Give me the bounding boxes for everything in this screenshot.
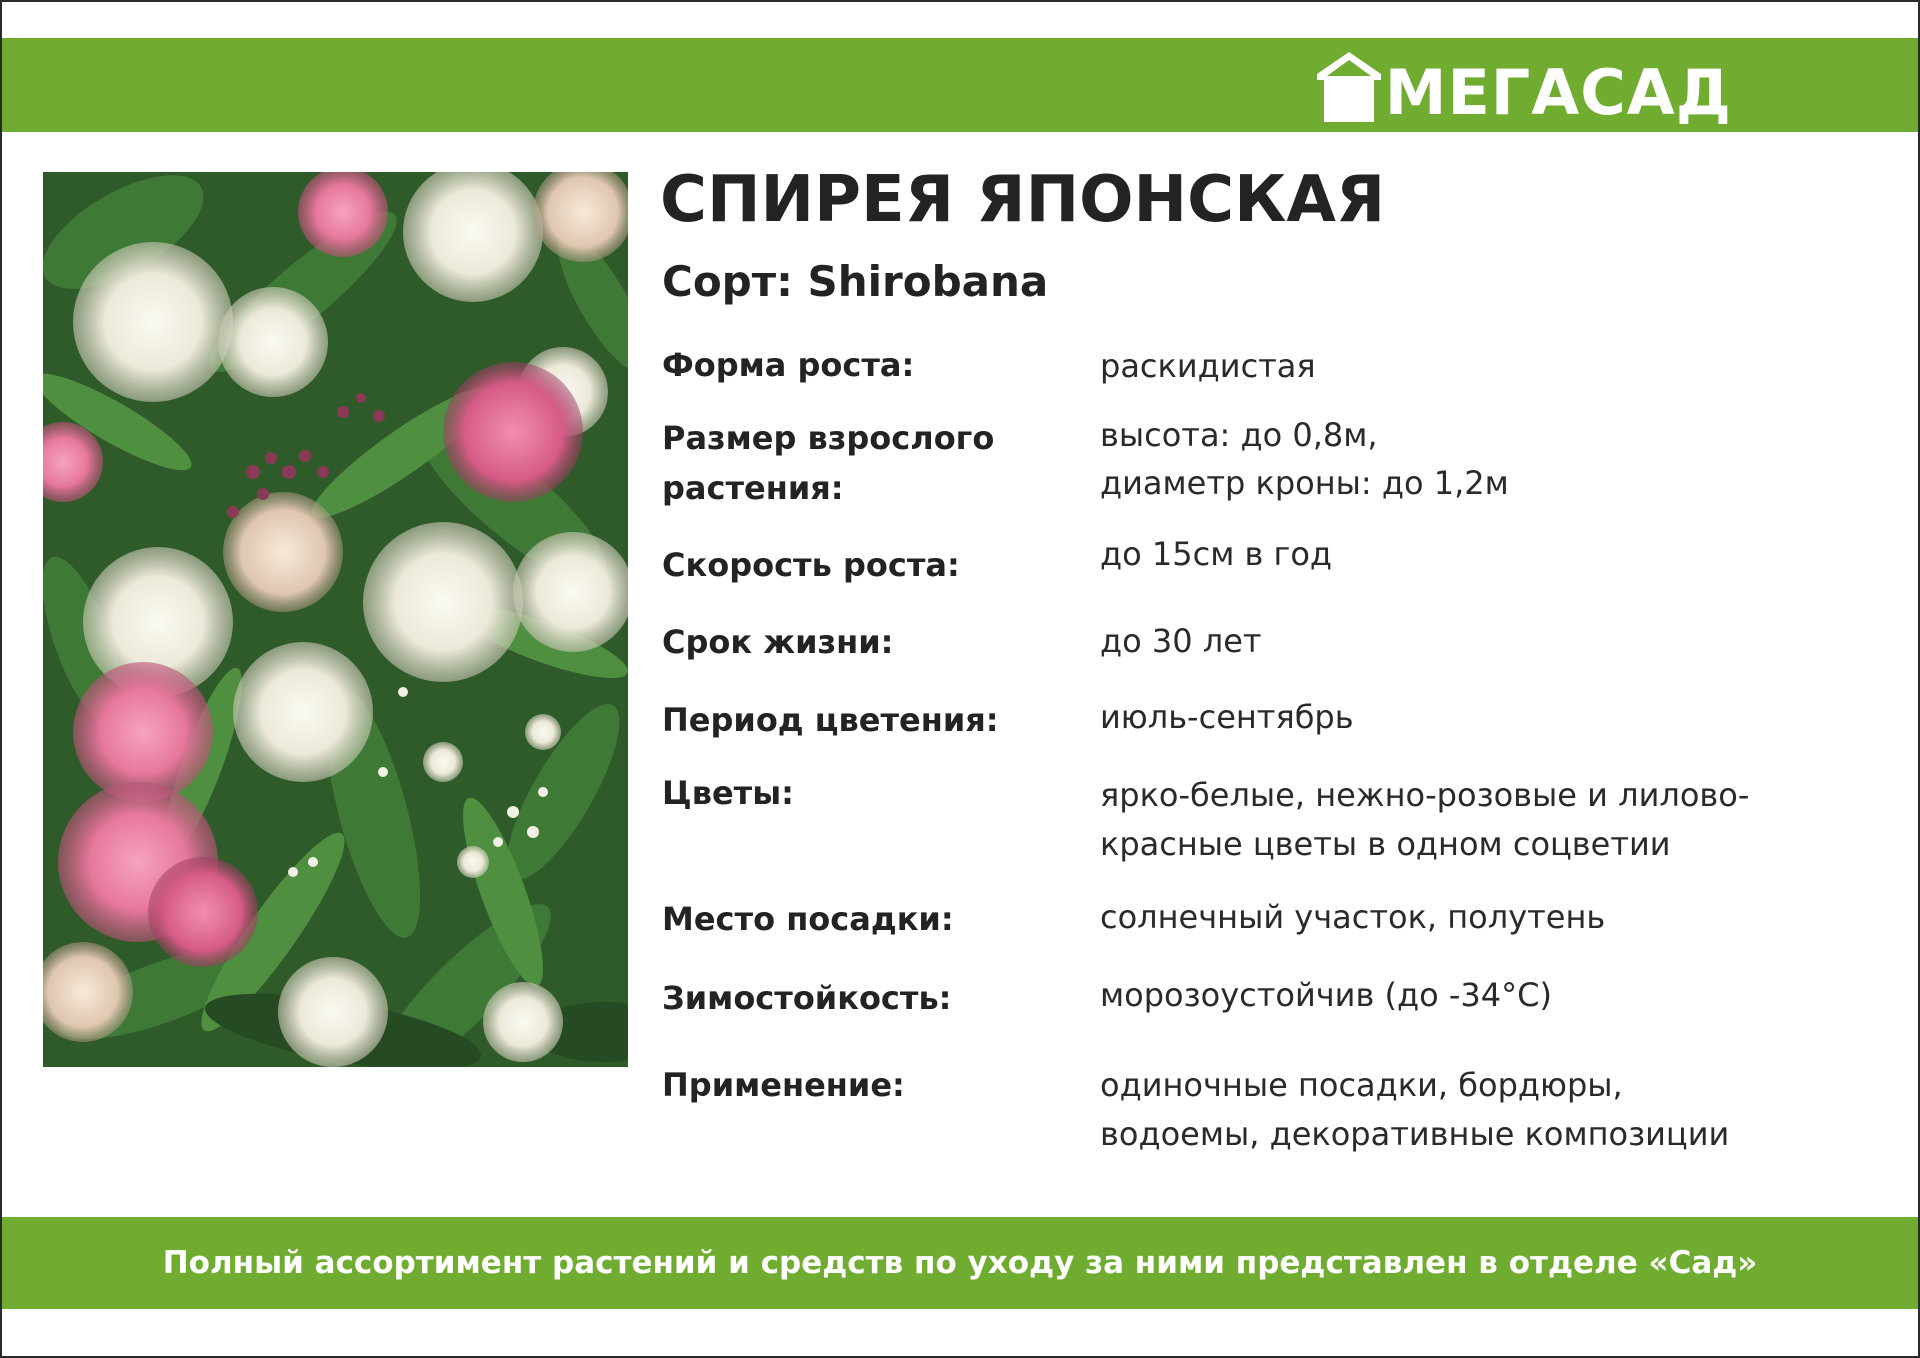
property-value-flowers: ярко-белые, нежно-розовые и лилово- (1100, 776, 1750, 814)
property-value-size: высота: до 0,8м, (1100, 416, 1378, 454)
property-label-growth-rate: Скорость роста: (662, 546, 960, 584)
house-icon (1315, 50, 1383, 124)
property-value-flowers-line2: красные цветы в одном соцветии (1100, 825, 1671, 863)
plant-variety: Сорт: Shirobana (662, 257, 1049, 306)
property-label-size: Размер взрослого (662, 419, 995, 457)
plant-title: СПИРЕЯ ЯПОНСКАЯ (660, 163, 1386, 237)
property-label-flowers: Цветы: (662, 774, 794, 812)
property-value-growth-rate: до 15см в год (1100, 535, 1333, 573)
property-label-size-line2: растения: (662, 469, 844, 507)
property-label-hardiness: Зимостойкость: (662, 979, 952, 1017)
property-value-hardiness: морозоустойчив (до -34°C) (1100, 976, 1552, 1014)
property-value-growth-form: раскидистая (1100, 347, 1316, 385)
property-label-growth-form: Форма роста: (662, 346, 915, 384)
property-label-lifespan: Срок жизни: (662, 623, 894, 661)
footer-band (2, 1217, 1918, 1309)
property-label-usage: Применение: (662, 1066, 905, 1104)
property-label-bloom-period: Период цветения: (662, 701, 999, 739)
property-label-planting-site: Место посадки: (662, 900, 954, 938)
property-value-size-line2: диаметр кроны: до 1,2м (1100, 464, 1509, 502)
property-value-usage: одиночные посадки, бордюры, (1100, 1066, 1623, 1104)
property-value-usage-line2: водоемы, декоративные композиции (1100, 1115, 1730, 1153)
brand-name: МЕГАСАД (1384, 56, 1732, 129)
property-value-bloom-period: июль-сентябрь (1100, 698, 1354, 736)
footer-text: Полный ассортимент растений и средств по уходу за ними представлен в отделе «Сад» (162, 1245, 1758, 1281)
brand-logo (1315, 48, 1732, 129)
property-value-lifespan: до 30 лет (1100, 622, 1262, 660)
spirea-flowers-photo (43, 172, 628, 1067)
property-value-planting-site: солнечный участок, полутень (1100, 898, 1606, 936)
